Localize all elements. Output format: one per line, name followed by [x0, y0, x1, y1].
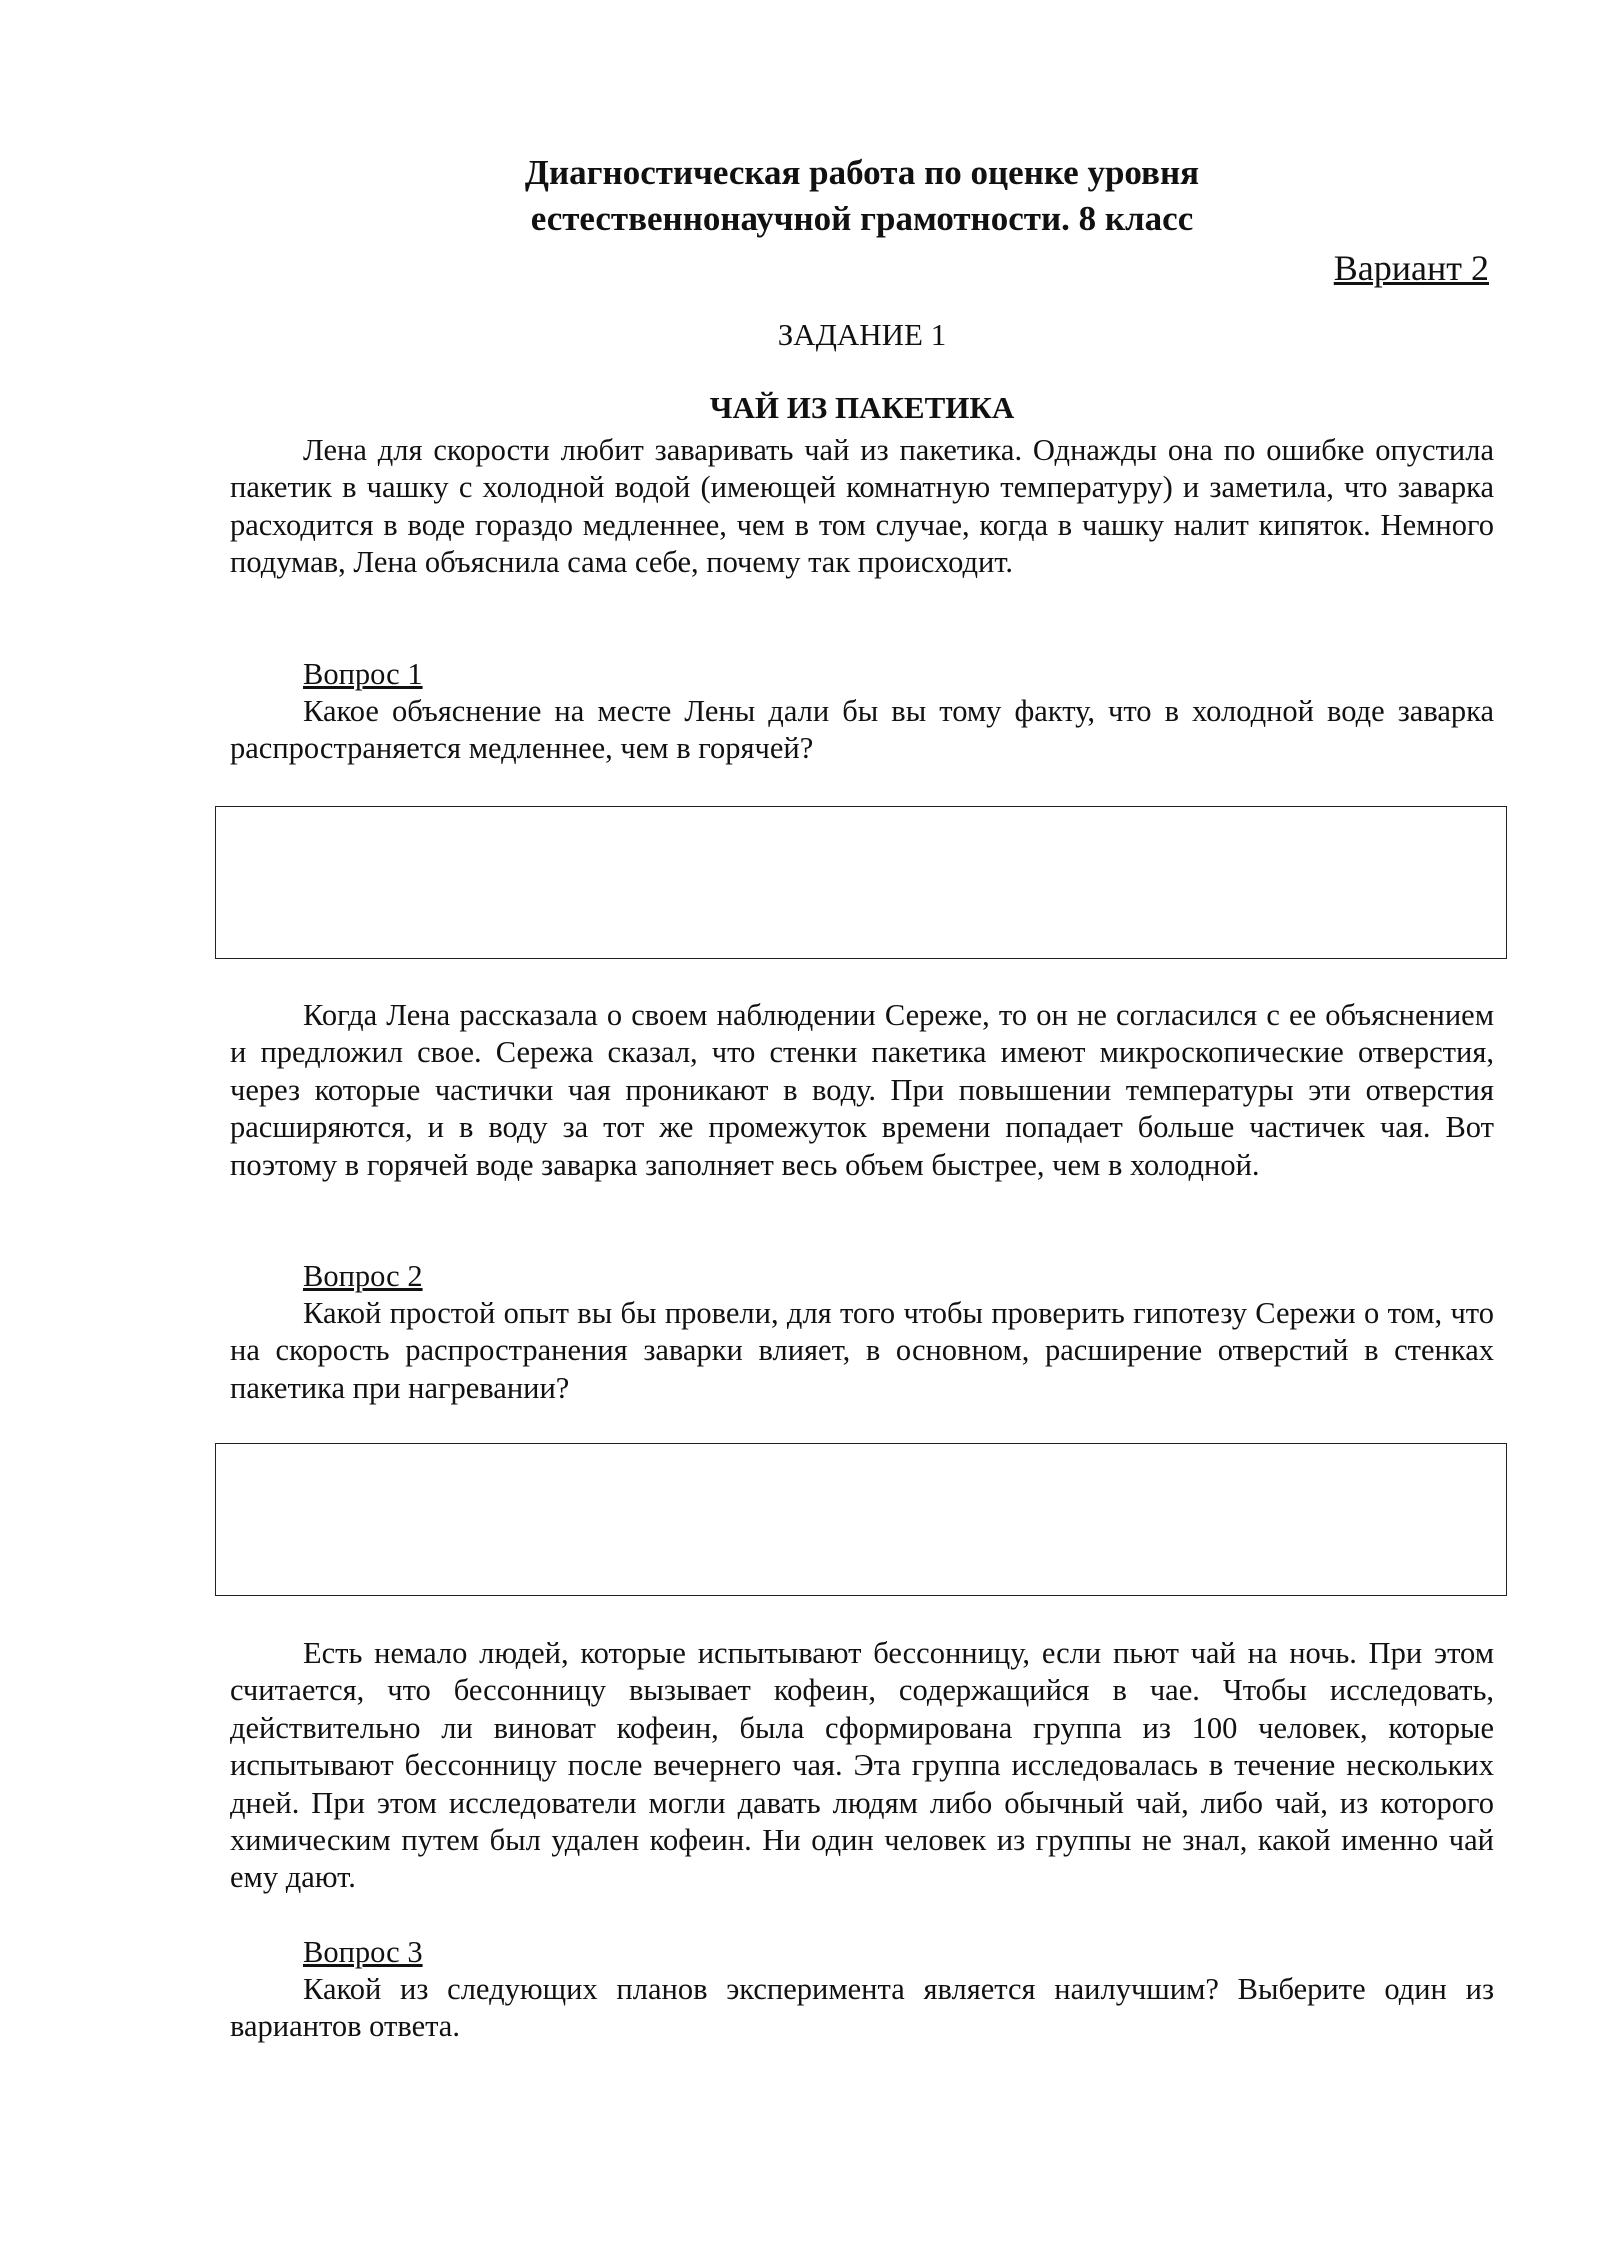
document-title — [230, 150, 1494, 242]
task-label: ЗАДАНИЕ 1 — [777, 317, 947, 352]
question-2-label: Вопрос 2 — [303, 1259, 423, 1293]
answer-box-2[interactable] — [215, 1443, 1507, 1596]
question-3-label: Вопрос 3 — [303, 1935, 423, 1969]
intro-paragraph: Лена для скорости любит заваривать чай из пакетика. Однажды она по ошибке опустила пакетик в чашку с холодной водой (имеющей комнатную температуру) и заметила, что заварка расходится в воде гораздо медленнее, чем в том случае, когда в чашку налит кипяток. Немного подумав, Лена объяснила сама себе, почему так происходит. — [230, 433, 1494, 580]
variant-label: Вариант 2 — [1333, 248, 1489, 288]
question-1-text: Какое объяснение на месте Лены дали бы вы тому факту, что в холодной воде заварка распространяется медленнее, чем в горячей? — [230, 694, 1494, 766]
title-line-1: Диагностическая работа по оценке уровня — [524, 153, 1200, 192]
task-title: ЧАЙ ИЗ ПАКЕТИКА — [709, 390, 1015, 425]
sergey-paragraph: Когда Лена рассказала о своем наблюдении Сереже, то он не согласился с ее объяснением и предложил свое. Сережа сказал, что стенки пакетика имеют микроскопические отверстия, через которые частички чая проникают в воду. При повышении температуры эти отверстия расширяются, и в воду за тот же промежуток времени попадает больше частичек чая. Вот поэтому в горячей воде заварка заполняет весь объем быстрее, чем в холодной. — [230, 998, 1494, 1182]
title-line-2: естественнонаучной грамотности. 8 класс — [530, 199, 1194, 238]
question-2-text: Какой простой опыт вы бы провели, для того чтобы проверить гипотезу Сережи о том, что на скорость распространения заварки влияет, в основном, расширение отверстий в стенках пакетика при нагревании? — [230, 1296, 1494, 1405]
insomnia-paragraph: Есть немало людей, которые испытывают бессонницу, если пьют чай на ночь. При этом считается, что бессонницу вызывает кофеин, содержащийся в чае. Чтобы исследовать, действительно ли виноват кофеин, была сформирована группа из 100 человек, которые испытывают бессонницу после вечернего чая. Эта группа исследовалась в течение нескольких дней. При этом исследователи могли давать людям либо обычный чай, либо чай, из которого химическим путем был удален кофеин. Ни один человек из группы не знал, какой именно чай ему дают. — [230, 1636, 1494, 1895]
question-1-label: Вопрос 1 — [303, 657, 423, 691]
answer-box-1[interactable] — [215, 806, 1507, 959]
question-3-text: Какой из следующих планов эксперимента является наилучшим? Выберите один из вариантов ответа. — [230, 1972, 1494, 2044]
